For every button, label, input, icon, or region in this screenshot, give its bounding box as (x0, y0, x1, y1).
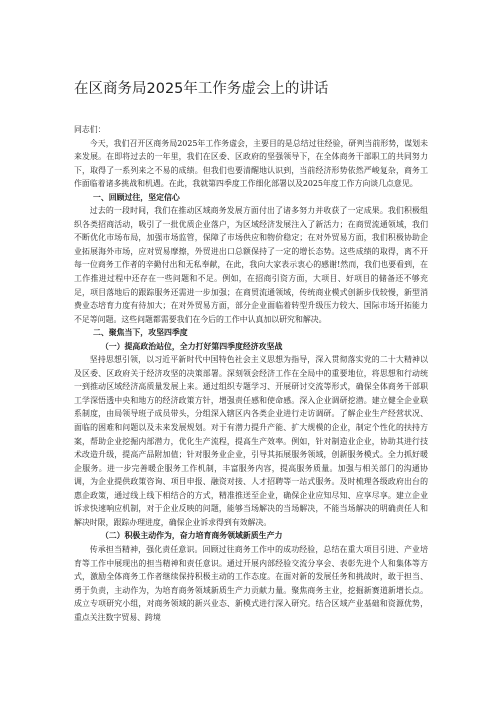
productivity-paragraph: 传承担当精神，强化责任意识。回顾过往商务工作中的成功经验，总结在重大项目引进、产业培育等工作中展现出的担当精神和责任意识。通过开展内部经验交流分享会、表彰先进个人和集体等方式，激励全体商务工作者继续保持积极主动的工作态度。在面对新的发展任务和挑战时，敢于担当、勇于负责，主动作为，为培育商务领域新质生产力贡献力量。聚焦商务主业，挖掘新赛道新增长点。成立专项研究小组，对商务领域的新兴业态、新模式进行深入研究。结合区域产业基础和资源优势，重点关注数字贸易、跨境 (74, 544, 428, 622)
section-heading-focus: 二、聚焦当下，攻坚四季度 (92, 328, 188, 338)
subsection-heading-productivity: （二）积极主动作为，奋力培育商务领域新质生产力 (100, 531, 283, 541)
document-body (74, 123, 428, 624)
document-title: 在区商务局2025年工作务虚会上的讲话 (74, 81, 329, 97)
intro-paragraph: 今天，我们召开区商务局2025年工作务虚会，主要目的是总结过往经验，研判当前形势，谋划未来发展。在即将过去的一年里，我们在区委、区政府的坚强领导下，在全体商务干部职工的共同努力下，取得了一系列来之不易的成绩。但我们也要清醒地认识到，当前经济形势依然严峻复杂，商务工作面临着诸多挑战和机遇。在此，我就第四季度工作细化部署以及2025年度工作方向谈几点意见。 (74, 138, 428, 189)
section-heading-review: 一、回顾过往，坚定信心 (92, 192, 180, 202)
salutation: 同志们： (74, 125, 106, 134)
review-paragraph: 过去的一段时间，我们在推动区域商务发展方面付出了诸多努力并收获了一定成果。我们积极组织各类招商活动，吸引了一批优质企业落户，为区域经济发展注入了新活力；在商贸流通领域，我们不断优化市场布局，加强市场监管，保障了市场供应和物价稳定；在对外贸易方面，我们积极协助企业拓展海外市场，应对贸易摩擦，外贸进出口总额保持了一定的增长态势。这些成绩的取得，离不开每一位商务工作者的辛勤付出和无私奉献，在此，我向大家表示衷心的感谢!然而，我们也要看到，在工作推进过程中还存在一些问题和不足。例如，在招商引资方面，大项目、好项目的储备还不够充足，项目落地后的跟踪服务还需进一步加强；在商贸流通领域，传统商业模式创新步伐较慢，新型消费业态培育力度有待加大；在对外贸易方面，部分企业面临着转型升级压力较大、国际市场开拓能力不足等问题。这些问题都需要我们在今后的工作中认真加以研究和解决。 (74, 206, 428, 324)
political-paragraph: 坚持思想引领，以习近平新时代中国特色社会主义思想为指导，深入贯彻落实党的二十大精神以及区委、区政府关于经济攻坚的决策部署。深刻领会经济工作在全局中的重要地位，将思想和行动统一到推动区域经济高质量发展上来。通过组织专题学习、开展研讨交流等形式，确保全体商务干部职工学深悟透中央和地方的经济政策方针，增强责任感和使命感。深入企业调研挖潜。建立健全企业联系制度，由局领导班子成员带头，分组深入辖区内各类企业进行走访调研。了解企业生产经营状况、面临的困难和问题以及未来发展规划。对于有潜力提升产能、扩大规模的企业，制定个性化的扶持方案，帮助企业挖掘内部潜力，优化生产流程，提高生产效率。例如，针对制造业企业，协助其进行技术改造升级，提高产品附加值；针对服务业企业，引导其拓展服务领域，创新服务模式。全力抓好暖企服务。进一步完善暖企服务工作机制，丰富服务内容，提高服务质量。加强与相关部门的沟通协调，为企业提供政策咨询、项目申报、融资对接、人才招聘等一站式服务。及时梳理各级政府出台的惠企政策，通过线上线下相结合的方式，精准推送至企业，确保企业应知尽知、应享尽享。建立企业诉求快速响应机制，对于企业反映的问题，能够当场解决的当场解决，不能当场解决的明确责任人和解决时限，跟踪办理进度，确保企业诉求得到有效解决。 (74, 355, 428, 527)
subsection-heading-political: （一）提高政治站位，全力打好第四季度经济攻坚战 (100, 341, 283, 351)
